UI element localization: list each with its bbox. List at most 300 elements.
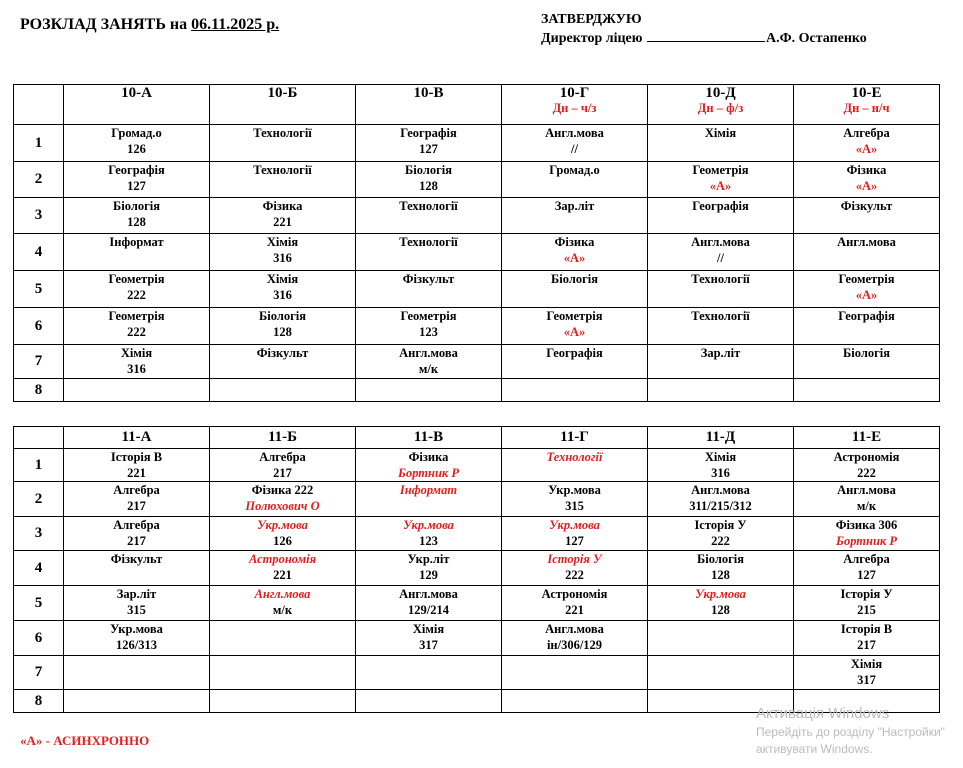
lesson-cell bbox=[64, 271, 210, 308]
subject-name: Технології bbox=[253, 126, 312, 140]
lesson-detail: 316 bbox=[273, 288, 292, 302]
lesson-detail: Полюхович О bbox=[245, 499, 320, 513]
subject-name: Зар.літ bbox=[554, 199, 595, 213]
lesson-cell bbox=[210, 551, 356, 586]
subject-name: Біологія bbox=[113, 199, 160, 213]
lesson-cell bbox=[502, 198, 648, 234]
lesson-cell bbox=[794, 271, 940, 308]
lesson-cell bbox=[794, 345, 940, 379]
class-name: 11-Д bbox=[705, 429, 736, 445]
lesson-cell bbox=[794, 162, 940, 198]
lesson-cell bbox=[210, 234, 356, 271]
subject-name: Фізика bbox=[846, 163, 887, 177]
lesson-detail: 123 bbox=[419, 325, 438, 339]
subject-name: Укр.мова bbox=[548, 483, 601, 497]
lesson-cell bbox=[64, 162, 210, 198]
lesson-cell bbox=[648, 449, 794, 482]
subject-name: Історія У bbox=[547, 552, 602, 566]
approve-label: ЗАТВЕРДЖУЮ bbox=[541, 12, 642, 27]
subject-name: Технології bbox=[546, 450, 603, 464]
lesson-cell bbox=[64, 656, 210, 690]
period-number: 3 bbox=[14, 198, 64, 234]
lesson-detail: «А» bbox=[855, 179, 878, 193]
period-row bbox=[14, 551, 940, 586]
subject-name: Геометрія bbox=[838, 272, 895, 286]
subject-name: Алгебра bbox=[843, 126, 890, 140]
lesson-detail: 222 bbox=[857, 466, 876, 480]
lesson-cell bbox=[64, 482, 210, 517]
lesson-cell bbox=[794, 551, 940, 586]
class-header bbox=[210, 85, 356, 125]
lesson-cell bbox=[794, 308, 940, 345]
subject-name: Громад.о bbox=[111, 126, 162, 140]
lesson-cell bbox=[64, 621, 210, 656]
period-row bbox=[14, 379, 940, 402]
lesson-cell bbox=[648, 125, 794, 162]
class-header bbox=[64, 85, 210, 125]
table-header-row bbox=[14, 427, 940, 449]
subject-name: Астрономія bbox=[248, 552, 317, 566]
subject-name: Алгебра bbox=[259, 450, 306, 464]
lesson-cell bbox=[502, 586, 648, 621]
lesson-cell bbox=[648, 621, 794, 656]
class-header bbox=[794, 85, 940, 125]
lesson-detail: 316 bbox=[127, 362, 146, 376]
lesson-cell bbox=[356, 482, 502, 517]
period-row bbox=[14, 621, 940, 656]
lesson-cell bbox=[502, 234, 648, 271]
lesson-detail: 128 bbox=[127, 215, 146, 229]
class-shift-note: Дн – ф/з bbox=[697, 101, 744, 115]
subject-name: Громад.о bbox=[549, 163, 600, 177]
subject-name: Фізика 222 bbox=[251, 483, 314, 497]
lesson-cell bbox=[210, 621, 356, 656]
class-shift-note: Дн – ч/з bbox=[552, 101, 597, 115]
lesson-cell bbox=[794, 379, 940, 402]
lesson-cell bbox=[64, 198, 210, 234]
subject-name: Англ.мова bbox=[399, 346, 458, 360]
director-line bbox=[541, 29, 867, 48]
lesson-cell bbox=[356, 125, 502, 162]
period-row bbox=[14, 125, 940, 162]
lesson-cell bbox=[502, 551, 648, 586]
period-number: 6 bbox=[14, 621, 64, 656]
subject-name: Історія У bbox=[694, 518, 747, 532]
lesson-cell bbox=[502, 125, 648, 162]
lesson-cell bbox=[356, 162, 502, 198]
lesson-cell bbox=[210, 345, 356, 379]
period-row bbox=[14, 345, 940, 379]
period-number: 2 bbox=[14, 482, 64, 517]
lesson-cell bbox=[210, 449, 356, 482]
lesson-cell bbox=[210, 690, 356, 713]
class-name: 11-А bbox=[121, 429, 152, 445]
subject-name: Географія bbox=[838, 309, 895, 323]
lesson-cell bbox=[502, 379, 648, 402]
subject-name: Англ.мова bbox=[691, 235, 750, 249]
subject-name: Хімія bbox=[704, 126, 737, 140]
subject-name: Біологія bbox=[259, 309, 306, 323]
subject-name: Біологія bbox=[405, 163, 452, 177]
period-number: 5 bbox=[14, 271, 64, 308]
period-row bbox=[14, 517, 940, 551]
table-header-row bbox=[14, 85, 940, 125]
lesson-detail: 217 bbox=[857, 638, 876, 652]
lesson-cell bbox=[356, 621, 502, 656]
lesson-cell bbox=[502, 517, 648, 551]
async-legend: «А» - АСИНХРОННО bbox=[20, 733, 150, 748]
subject-name: Зар.літ bbox=[700, 346, 741, 360]
period-header bbox=[14, 427, 64, 449]
period-number: 1 bbox=[14, 125, 64, 162]
lesson-cell bbox=[210, 379, 356, 402]
lesson-detail: «А» bbox=[709, 179, 732, 193]
subject-name: Географія bbox=[692, 199, 749, 213]
lesson-cell bbox=[794, 656, 940, 690]
subject-name: Інформат bbox=[109, 235, 164, 249]
lesson-detail: 222 bbox=[711, 534, 730, 548]
subject-name: Хімія bbox=[704, 450, 737, 464]
subject-name: Англ.мова bbox=[691, 483, 750, 497]
subject-name: Технології bbox=[253, 163, 312, 177]
lesson-detail: 128 bbox=[711, 603, 730, 617]
lesson-detail: 222 bbox=[565, 568, 584, 582]
lesson-detail: 221 bbox=[565, 603, 584, 617]
subject-name: Укр.мова bbox=[257, 518, 308, 532]
period-number: 8 bbox=[14, 379, 64, 402]
lesson-cell bbox=[64, 449, 210, 482]
lesson-detail: 127 bbox=[857, 568, 876, 582]
lesson-detail: м/к bbox=[418, 362, 439, 376]
lesson-detail: 315 bbox=[565, 499, 584, 513]
class-name: 11-В bbox=[413, 429, 444, 445]
period-number: 1 bbox=[14, 449, 64, 482]
lesson-cell bbox=[648, 517, 794, 551]
subject-name: Англ.мова bbox=[399, 587, 458, 601]
class-header bbox=[356, 427, 502, 449]
lesson-cell bbox=[648, 234, 794, 271]
lesson-cell bbox=[502, 162, 648, 198]
class-header bbox=[210, 427, 356, 449]
period-row bbox=[14, 308, 940, 345]
lesson-cell bbox=[356, 449, 502, 482]
period-row bbox=[14, 482, 940, 517]
subject-name: Фізика bbox=[408, 450, 449, 464]
class-name: 10-А bbox=[121, 85, 152, 101]
lesson-cell bbox=[502, 345, 648, 379]
lesson-cell bbox=[210, 198, 356, 234]
period-number: 5 bbox=[14, 586, 64, 621]
schedule-table-grade-10 bbox=[13, 84, 940, 402]
lesson-cell bbox=[502, 482, 648, 517]
subject-name: Геометрія bbox=[400, 309, 457, 323]
period-row bbox=[14, 656, 940, 690]
subject-name: Укр.мова bbox=[110, 622, 163, 636]
lesson-cell bbox=[64, 586, 210, 621]
lesson-detail: 129 bbox=[419, 568, 438, 582]
lesson-cell bbox=[502, 656, 648, 690]
watermark-line: активувати Windows. bbox=[756, 742, 873, 756]
lesson-detail: 127 bbox=[565, 534, 584, 548]
class-name: 10-Б bbox=[267, 85, 298, 101]
watermark-title: Активація Windows bbox=[756, 705, 890, 722]
lesson-detail: ін/306/129 bbox=[546, 638, 603, 652]
subject-name: Географія bbox=[400, 126, 457, 140]
subject-name: Фізкульт bbox=[256, 346, 309, 360]
lesson-cell bbox=[210, 308, 356, 345]
period-row bbox=[14, 198, 940, 234]
class-header bbox=[648, 427, 794, 449]
lesson-detail: // bbox=[717, 251, 724, 265]
class-name: 11-Г bbox=[560, 429, 589, 445]
lesson-detail: 128 bbox=[419, 179, 438, 193]
lesson-cell bbox=[794, 125, 940, 162]
lesson-cell bbox=[210, 517, 356, 551]
signature-line bbox=[647, 30, 765, 42]
subject-name: Укр.мова bbox=[403, 518, 454, 532]
lesson-cell bbox=[794, 234, 940, 271]
lesson-cell bbox=[648, 271, 794, 308]
class-name: 11-Б bbox=[267, 429, 298, 445]
lesson-cell bbox=[210, 656, 356, 690]
schedule-date: 06.11.2025 р. bbox=[191, 16, 280, 33]
subject-name: Технології bbox=[399, 235, 458, 249]
subject-name: Біологія bbox=[697, 552, 744, 566]
lesson-cell bbox=[356, 271, 502, 308]
class-name: 10-Г bbox=[559, 85, 590, 101]
lesson-cell bbox=[794, 517, 940, 551]
lesson-cell bbox=[64, 345, 210, 379]
subject-name: Технології bbox=[399, 199, 458, 213]
lesson-cell bbox=[794, 586, 940, 621]
subject-name: Хімія bbox=[412, 622, 445, 636]
period-number: 8 bbox=[14, 690, 64, 713]
lesson-cell bbox=[356, 690, 502, 713]
subject-name: Технології bbox=[691, 272, 750, 286]
lesson-cell bbox=[648, 551, 794, 586]
lesson-detail: 222 bbox=[127, 325, 146, 339]
class-shift-note: Дн – н/ч bbox=[843, 101, 890, 115]
lesson-detail: 317 bbox=[419, 638, 438, 652]
lesson-cell bbox=[794, 198, 940, 234]
lesson-detail: 217 bbox=[273, 466, 292, 480]
period-row bbox=[14, 234, 940, 271]
schedule-title bbox=[20, 16, 279, 34]
lesson-cell bbox=[648, 198, 794, 234]
subject-name: Фізика bbox=[262, 199, 303, 213]
lesson-detail: 127 bbox=[419, 142, 438, 156]
lesson-detail: 316 bbox=[273, 251, 292, 265]
lesson-detail: 128 bbox=[273, 325, 292, 339]
class-name: 10-Д bbox=[705, 85, 736, 101]
subject-name: Біологія bbox=[843, 346, 890, 360]
class-header bbox=[356, 85, 502, 125]
lesson-cell bbox=[356, 517, 502, 551]
lesson-detail: 316 bbox=[711, 466, 730, 480]
lesson-cell bbox=[356, 308, 502, 345]
lesson-detail: м/к bbox=[272, 603, 293, 617]
subject-name: Укр.мова bbox=[695, 587, 746, 601]
lesson-cell bbox=[210, 586, 356, 621]
class-header bbox=[64, 427, 210, 449]
lesson-detail: «А» bbox=[563, 251, 586, 265]
lesson-detail: 221 bbox=[127, 466, 146, 480]
period-header bbox=[14, 85, 64, 125]
subject-name: Географія bbox=[546, 346, 603, 360]
period-number: 2 bbox=[14, 162, 64, 198]
lesson-cell bbox=[356, 345, 502, 379]
lesson-detail: 128 bbox=[711, 568, 730, 582]
lesson-cell bbox=[64, 517, 210, 551]
lesson-detail: 317 bbox=[857, 673, 876, 687]
lesson-detail: 127 bbox=[127, 179, 146, 193]
lesson-cell bbox=[210, 482, 356, 517]
class-header bbox=[502, 85, 648, 125]
subject-name: Історія У bbox=[840, 587, 893, 601]
lesson-cell bbox=[794, 449, 940, 482]
subject-name: Англ.мова bbox=[254, 587, 311, 601]
schedule-table-grade-11 bbox=[13, 426, 940, 713]
lesson-cell bbox=[356, 586, 502, 621]
lesson-cell bbox=[502, 271, 648, 308]
title-prefix: РОЗКЛАД ЗАНЯТЬ на bbox=[20, 16, 192, 33]
lesson-detail: м/к bbox=[856, 499, 877, 513]
director-label: Директор ліцею bbox=[541, 31, 643, 46]
lesson-cell bbox=[502, 449, 648, 482]
lesson-cell bbox=[502, 690, 648, 713]
period-row bbox=[14, 162, 940, 198]
subject-name: Зар.літ bbox=[116, 587, 157, 601]
subject-name: Фізика 306 bbox=[835, 518, 898, 532]
lesson-cell bbox=[648, 162, 794, 198]
subject-name: Хімія bbox=[266, 272, 299, 286]
lesson-cell bbox=[356, 551, 502, 586]
subject-name: Історія В bbox=[110, 450, 163, 464]
lesson-detail: 123 bbox=[419, 534, 438, 548]
class-name: 10-В bbox=[413, 85, 444, 101]
lesson-detail: «А» bbox=[855, 142, 878, 156]
period-number: 7 bbox=[14, 656, 64, 690]
lesson-detail: 215 bbox=[857, 603, 876, 617]
lesson-cell bbox=[64, 690, 210, 713]
lesson-detail: 221 bbox=[273, 215, 292, 229]
subject-name: Хімія bbox=[266, 235, 299, 249]
subject-name: Фізика bbox=[554, 235, 595, 249]
lesson-cell bbox=[794, 621, 940, 656]
subject-name: Геометрія bbox=[692, 163, 749, 177]
subject-name: Алгебра bbox=[113, 518, 160, 532]
subject-name: Укр.мова bbox=[549, 518, 600, 532]
period-number: 3 bbox=[14, 517, 64, 551]
lesson-cell bbox=[64, 308, 210, 345]
subject-name: Біологія bbox=[551, 272, 598, 286]
lesson-detail: «А» bbox=[855, 288, 878, 302]
subject-name: Алгебра bbox=[113, 483, 160, 497]
period-row bbox=[14, 586, 940, 621]
lesson-detail: // bbox=[571, 142, 578, 156]
lesson-detail: 129/214 bbox=[408, 603, 449, 617]
subject-name: Геометрія bbox=[108, 272, 165, 286]
period-row bbox=[14, 271, 940, 308]
subject-name: Фізкульт bbox=[402, 272, 455, 286]
lesson-cell bbox=[356, 234, 502, 271]
subject-name: Астрономія bbox=[541, 587, 608, 601]
windows-activation-watermark bbox=[756, 704, 945, 758]
subject-name: Геометрія bbox=[108, 309, 165, 323]
subject-name: Фізкульт bbox=[110, 552, 163, 566]
lesson-cell bbox=[648, 345, 794, 379]
subject-name: Інформат bbox=[399, 483, 458, 497]
watermark-line: Перейдіть до розділу "Настройки" bbox=[756, 725, 945, 739]
lesson-cell bbox=[210, 271, 356, 308]
lesson-cell bbox=[794, 482, 940, 517]
subject-name: Історія В bbox=[840, 622, 893, 636]
period-number: 4 bbox=[14, 234, 64, 271]
lesson-cell bbox=[648, 379, 794, 402]
lesson-detail: 221 bbox=[273, 568, 292, 582]
subject-name: Англ.мова bbox=[545, 126, 604, 140]
lesson-detail: 126/313 bbox=[116, 638, 157, 652]
class-header bbox=[502, 427, 648, 449]
lesson-detail: 217 bbox=[127, 534, 146, 548]
lesson-detail: 311/215/312 bbox=[689, 499, 752, 513]
lesson-cell bbox=[648, 482, 794, 517]
subject-name: Геометрія bbox=[546, 309, 603, 323]
lesson-detail: 222 bbox=[127, 288, 146, 302]
lesson-cell bbox=[502, 308, 648, 345]
class-name: 10-Е bbox=[851, 85, 882, 101]
lesson-cell bbox=[648, 586, 794, 621]
lesson-cell bbox=[210, 162, 356, 198]
subject-name: Хімія bbox=[120, 346, 153, 360]
lesson-cell bbox=[502, 621, 648, 656]
subject-name: Укр.літ bbox=[407, 552, 450, 566]
subject-name: Астрономія bbox=[833, 450, 900, 464]
period-number: 6 bbox=[14, 308, 64, 345]
subject-name: Алгебра bbox=[843, 552, 890, 566]
subject-name: Англ.мова bbox=[837, 483, 896, 497]
lesson-cell bbox=[64, 125, 210, 162]
lesson-cell bbox=[64, 379, 210, 402]
subject-name: Технології bbox=[691, 309, 750, 323]
lesson-detail: 126 bbox=[127, 142, 146, 156]
class-name: 11-Е bbox=[851, 429, 882, 445]
lesson-detail: 217 bbox=[127, 499, 146, 513]
approval-block bbox=[541, 10, 867, 48]
class-header bbox=[794, 427, 940, 449]
lesson-cell bbox=[648, 656, 794, 690]
lesson-cell bbox=[356, 656, 502, 690]
lesson-cell bbox=[356, 379, 502, 402]
lesson-detail: 126 bbox=[273, 534, 292, 548]
lesson-detail: 315 bbox=[127, 603, 146, 617]
lesson-cell bbox=[64, 234, 210, 271]
subject-name: Англ.мова bbox=[837, 235, 896, 249]
lesson-detail: «А» bbox=[563, 325, 586, 339]
period-number: 4 bbox=[14, 551, 64, 586]
class-header bbox=[648, 85, 794, 125]
period-number: 7 bbox=[14, 345, 64, 379]
subject-name: Англ.мова bbox=[545, 622, 604, 636]
period-row bbox=[14, 449, 940, 482]
lesson-cell bbox=[356, 198, 502, 234]
subject-name: Хімія bbox=[850, 657, 883, 671]
director-name: А.Ф. Остапенко bbox=[765, 31, 867, 46]
lesson-cell bbox=[648, 308, 794, 345]
subject-name: Фізкульт bbox=[840, 199, 893, 213]
lesson-detail: Бортник Р bbox=[836, 534, 897, 548]
lesson-cell bbox=[210, 125, 356, 162]
